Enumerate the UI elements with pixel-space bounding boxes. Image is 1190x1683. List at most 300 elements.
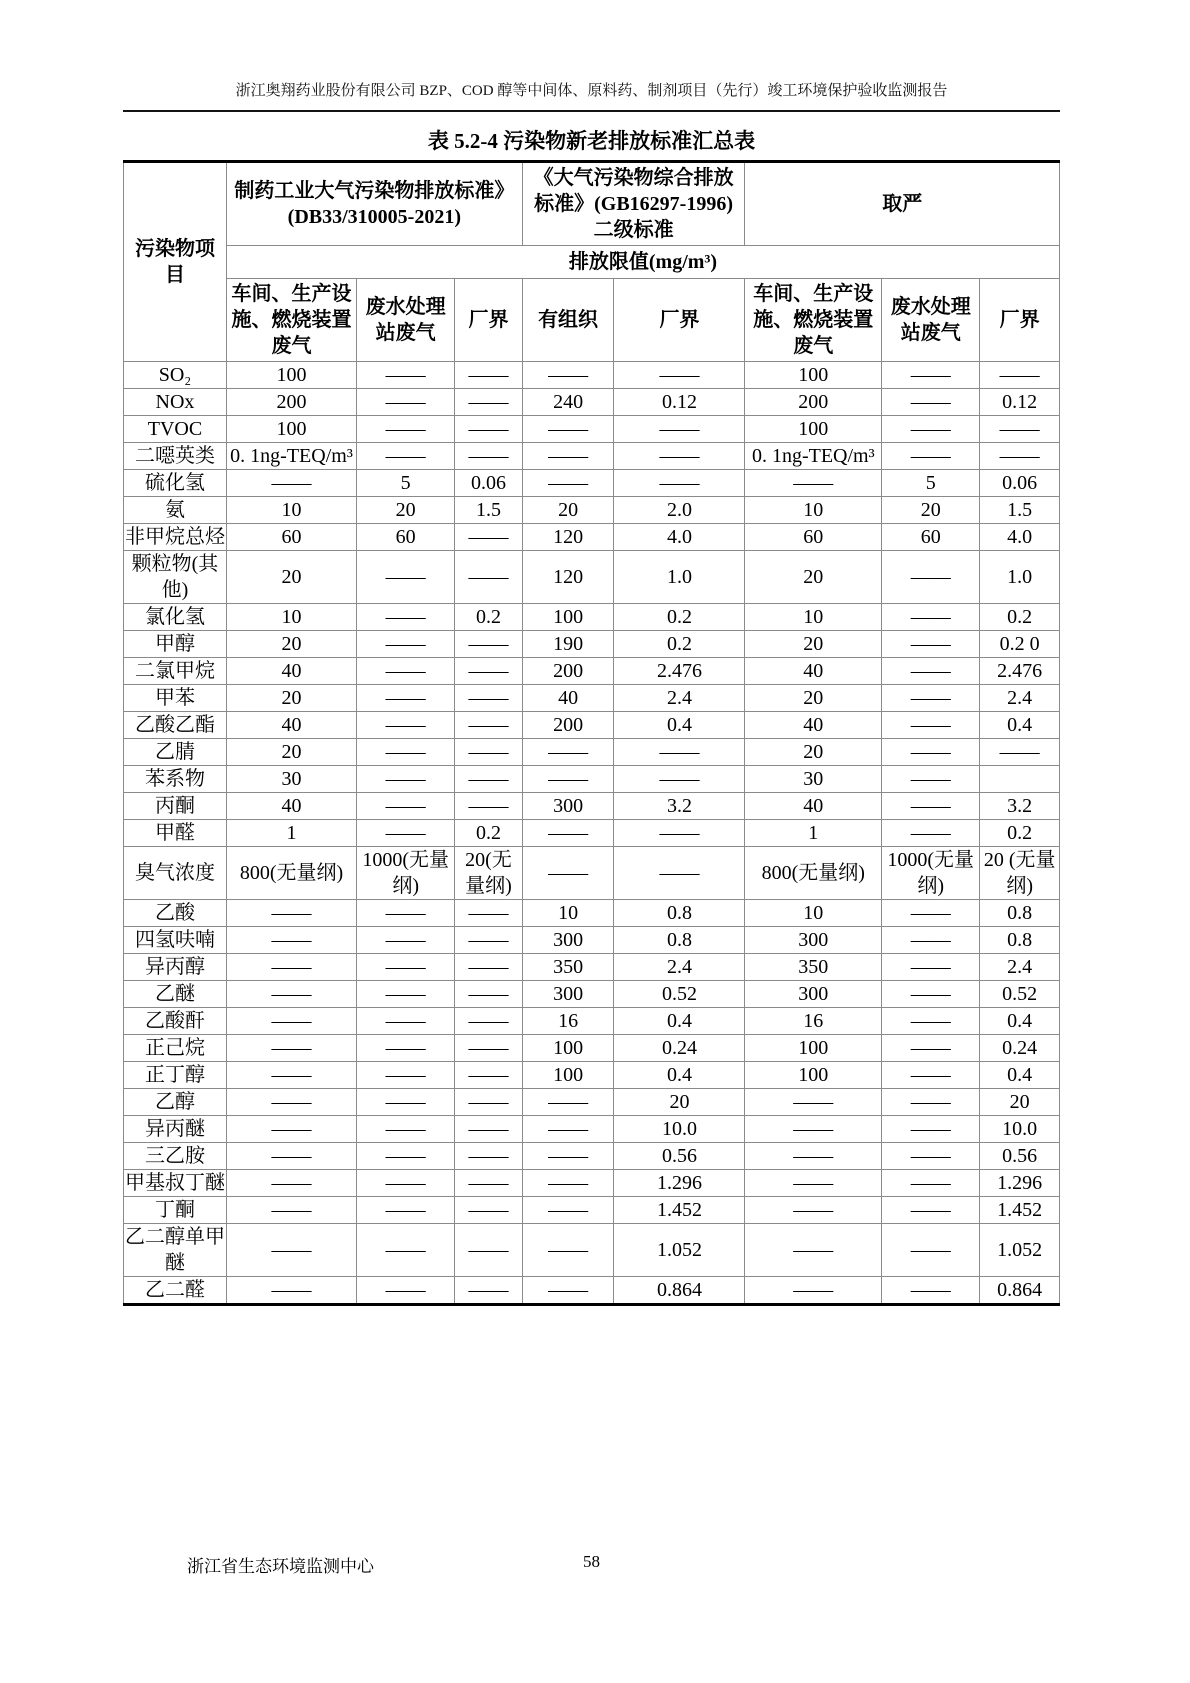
limit-value-cell: ——: [882, 604, 980, 631]
col-header-pollutant: 污染物项目: [124, 162, 227, 362]
pollutant-label: 颗粒物(其他): [124, 551, 227, 604]
limit-value-cell: 0.52: [980, 981, 1060, 1008]
limit-value-cell: ——: [226, 954, 356, 981]
limit-value-cell: 2.4: [614, 685, 745, 712]
limit-value-cell: 200: [522, 658, 614, 685]
limit-value-cell: 0.56: [614, 1143, 745, 1170]
limit-value-cell: ——: [882, 1116, 980, 1143]
limit-value-cell: 0.8: [980, 927, 1060, 954]
limit-value-cell: 120: [522, 551, 614, 604]
limit-value-cell: 200: [522, 712, 614, 739]
table-row: [124, 1224, 1060, 1277]
table-title: 表 5.2-4 污染物新老排放标准汇总表: [427, 129, 756, 154]
limit-value-cell: 100: [745, 1062, 882, 1089]
limit-value-cell: 2.476: [614, 658, 745, 685]
limit-value-cell: ——: [882, 739, 980, 766]
limit-value-cell: 30: [226, 766, 356, 793]
limit-value-cell: ——: [357, 1008, 455, 1035]
limit-value-cell: 20: [226, 739, 356, 766]
pollutant-label: TVOC: [124, 416, 227, 443]
limit-value-cell: ——: [226, 1008, 356, 1035]
limit-value-cell: ——: [522, 443, 614, 470]
limit-value-cell: ——: [522, 739, 614, 766]
limit-value-cell: 40: [226, 658, 356, 685]
limit-value-cell: 0.12: [980, 389, 1060, 416]
limit-value-cell: 10.0: [614, 1116, 745, 1143]
table-row: [124, 524, 1060, 551]
limit-value-cell: 100: [226, 362, 356, 389]
limit-value-cell: ——: [226, 1062, 356, 1089]
group-header-row: [124, 162, 1060, 246]
limit-value-cell: ——: [357, 1197, 455, 1224]
table-row: [124, 766, 1060, 793]
limit-value-cell: 0.4: [980, 1008, 1060, 1035]
table-row: [124, 551, 1060, 604]
limit-value-cell: ——: [226, 1224, 356, 1277]
limit-value-cell: ——: [226, 900, 356, 927]
limit-value-cell: ——: [226, 1143, 356, 1170]
limit-value-cell: 0.8: [980, 900, 1060, 927]
limit-value-cell: 10: [226, 604, 356, 631]
pollutant-label: 乙酸乙酯: [124, 712, 227, 739]
limit-value-cell: 1.0: [980, 551, 1060, 604]
limit-value-cell: 1.052: [614, 1224, 745, 1277]
limit-value-cell: ——: [522, 766, 614, 793]
standards-table: [123, 160, 1060, 1306]
limit-value-cell: ——: [226, 1035, 356, 1062]
table-row: [124, 1170, 1060, 1197]
limit-value-cell: 200: [226, 389, 356, 416]
limit-value-cell: 40: [745, 712, 882, 739]
limit-value-cell: ——: [455, 524, 522, 551]
col-subheader-1: 废水处理站废气: [357, 279, 455, 362]
limit-value-cell: 40: [745, 793, 882, 820]
limit-value-cell: 5: [882, 470, 980, 497]
limit-value-cell: 0.864: [980, 1277, 1060, 1305]
limit-value-cell: ——: [455, 631, 522, 658]
limit-value-cell: 0.2: [980, 604, 1060, 631]
limit-value-cell: 40: [226, 712, 356, 739]
limit-value-cell: ——: [882, 1224, 980, 1277]
table-row: [124, 847, 1060, 900]
limit-value-cell: ——: [455, 1197, 522, 1224]
limit-value-cell: ——: [455, 362, 522, 389]
limit-value-cell: 10.0: [980, 1116, 1060, 1143]
pollutant-label: 甲醇: [124, 631, 227, 658]
limit-value-cell: 10: [745, 604, 882, 631]
limit-value-cell: 1: [226, 820, 356, 847]
limit-value-cell: 1.5: [980, 497, 1060, 524]
limit-value-cell: ——: [882, 551, 980, 604]
limit-value-cell: ——: [455, 1035, 522, 1062]
limit-value-cell: ——: [522, 820, 614, 847]
limit-value-cell: ——: [882, 1008, 980, 1035]
limit-value-cell: 0.24: [614, 1035, 745, 1062]
limit-value-cell: ——: [357, 362, 455, 389]
limit-value-cell: ——: [357, 389, 455, 416]
pollutant-label: 二噁英类: [124, 443, 227, 470]
limit-value-cell: 0.4: [980, 1062, 1060, 1089]
limit-value-cell: 0.12: [614, 389, 745, 416]
col-header-db33-standard: 制药工业大气污染物排放标准》(DB33/310005-2021): [226, 162, 522, 246]
pollutant-label: 乙醚: [124, 981, 227, 1008]
limit-value-cell: 350: [522, 954, 614, 981]
limit-value-cell: 300: [522, 981, 614, 1008]
limit-value-cell: 0.8: [614, 900, 745, 927]
limit-value-cell: ——: [226, 470, 356, 497]
limit-value-cell: ——: [882, 766, 980, 793]
limit-value-cell: ——: [882, 1035, 980, 1062]
limit-value-cell: ——: [980, 362, 1060, 389]
limit-value-cell: ——: [745, 1143, 882, 1170]
limit-value-cell: ——: [745, 1170, 882, 1197]
limit-value-cell: ——: [882, 1277, 980, 1305]
limit-value-cell: ——: [226, 1170, 356, 1197]
limit-value-cell: ——: [455, 954, 522, 981]
limit-value-cell: ——: [226, 981, 356, 1008]
pollutant-label: 乙二醇单甲醚: [124, 1224, 227, 1277]
limit-value-cell: ——: [455, 981, 522, 1008]
limit-value-cell: ——: [882, 1143, 980, 1170]
pollutant-label: 乙酸: [124, 900, 227, 927]
limit-value-cell: 1.296: [980, 1170, 1060, 1197]
limit-value-cell: ——: [455, 416, 522, 443]
limit-value-cell: ——: [455, 443, 522, 470]
limit-value-cell: 0. 1ng-TEQ/m³: [226, 443, 356, 470]
pollutant-label: 正丁醇: [124, 1062, 227, 1089]
limit-value-cell: ——: [357, 954, 455, 981]
limit-value-cell: 10: [745, 497, 882, 524]
limit-value-cell: ——: [745, 1116, 882, 1143]
col-subheader-5: 车间、生产设施、燃烧装置废气: [745, 279, 882, 362]
limit-value-cell: ——: [882, 927, 980, 954]
table-row: [124, 389, 1060, 416]
limit-value-cell: ——: [455, 1143, 522, 1170]
limit-value-cell: 100: [522, 1062, 614, 1089]
limit-value-cell: 1.0: [614, 551, 745, 604]
table-row: [124, 900, 1060, 927]
table-row: [124, 820, 1060, 847]
limit-value-cell: [980, 766, 1060, 793]
col-header-gb16297-standard: 《大气污染物综合排放标准》(GB16297-1996)二级标准: [522, 162, 745, 246]
limit-value-cell: ——: [882, 981, 980, 1008]
table-row: [124, 1277, 1060, 1305]
limit-value-cell: ——: [522, 1224, 614, 1277]
limit-value-cell: ——: [357, 551, 455, 604]
table-row: [124, 685, 1060, 712]
limit-value-cell: ——: [882, 416, 980, 443]
pollutant-label: 臭气浓度: [124, 847, 227, 900]
col-subheader-3: 有组织: [522, 279, 614, 362]
limit-value-cell: 100: [745, 416, 882, 443]
table-row: [124, 1143, 1060, 1170]
limit-value-cell: 60: [882, 524, 980, 551]
limit-value-cell: ——: [455, 1170, 522, 1197]
limit-value-cell: ——: [455, 1008, 522, 1035]
limit-value-cell: 0.06: [980, 470, 1060, 497]
limit-value-cell: ——: [522, 847, 614, 900]
limit-value-cell: ——: [357, 981, 455, 1008]
limit-value-cell: ——: [357, 766, 455, 793]
document-footer: [123, 1552, 1060, 1577]
limit-value-cell: ——: [226, 1197, 356, 1224]
limit-value-cell: ——: [882, 954, 980, 981]
limit-value-cell: 300: [522, 927, 614, 954]
pollutant-label: 甲基叔丁醚: [124, 1170, 227, 1197]
limit-value-cell: ——: [455, 712, 522, 739]
limit-value-cell: ——: [614, 470, 745, 497]
limit-value-cell: 0.52: [614, 981, 745, 1008]
limit-value-cell: 0.2: [455, 604, 522, 631]
limit-value-cell: ——: [614, 820, 745, 847]
col-subheader-7: 厂界: [980, 279, 1060, 362]
pollutant-label: 甲苯: [124, 685, 227, 712]
limit-value-cell: ——: [455, 1224, 522, 1277]
limit-value-cell: 0.2: [980, 820, 1060, 847]
limit-value-cell: ——: [614, 739, 745, 766]
limit-value-cell: 100: [226, 416, 356, 443]
limit-value-cell: 20: [745, 685, 882, 712]
pollutant-label: 苯系物: [124, 766, 227, 793]
limit-value-cell: 2.4: [980, 954, 1060, 981]
limit-value-cell: 1: [745, 820, 882, 847]
limit-value-cell: ——: [455, 551, 522, 604]
limit-value-cell: 800(无量纲): [745, 847, 882, 900]
col-subheader-0: 车间、生产设施、燃烧装置废气: [226, 279, 356, 362]
limit-value-cell: ——: [882, 685, 980, 712]
limit-value-cell: 1.452: [614, 1197, 745, 1224]
limit-value-cell: ——: [882, 631, 980, 658]
limit-value-cell: ——: [357, 739, 455, 766]
limit-value-cell: ——: [455, 793, 522, 820]
limit-value-cell: ——: [357, 712, 455, 739]
pollutant-label: 乙二醛: [124, 1277, 227, 1305]
limit-value-cell: ——: [455, 1116, 522, 1143]
limit-value-cell: 2.4: [980, 685, 1060, 712]
limit-value-cell: 190: [522, 631, 614, 658]
pollutant-label: 二氯甲烷: [124, 658, 227, 685]
limit-value-cell: ——: [882, 1089, 980, 1116]
limit-value-cell: ——: [745, 1089, 882, 1116]
limit-value-cell: 60: [745, 524, 882, 551]
limit-value-cell: ——: [882, 900, 980, 927]
limit-value-cell: ——: [882, 1062, 980, 1089]
pollutant-label: SO₂: [124, 362, 227, 389]
pollutant-label: 硫化氢: [124, 470, 227, 497]
limit-value-cell: ——: [882, 658, 980, 685]
limit-value-cell: ——: [455, 927, 522, 954]
limit-value-cell: ——: [522, 1197, 614, 1224]
limit-value-cell: ——: [357, 1116, 455, 1143]
limit-value-cell: 350: [745, 954, 882, 981]
table-row: [124, 658, 1060, 685]
col-subheader-4: 厂界: [614, 279, 745, 362]
limit-value-cell: ——: [745, 1197, 882, 1224]
table-row: [124, 470, 1060, 497]
limit-value-cell: 1.052: [980, 1224, 1060, 1277]
limit-value-cell: ——: [882, 1197, 980, 1224]
limit-value-cell: ——: [882, 443, 980, 470]
limit-value-cell: ——: [522, 362, 614, 389]
limit-value-cell: 1.452: [980, 1197, 1060, 1224]
table-row: [124, 631, 1060, 658]
table-row: [124, 739, 1060, 766]
col-subheader-6: 废水处理站废气: [882, 279, 980, 362]
limit-value-cell: ——: [455, 739, 522, 766]
col-header-strictest: 取严: [745, 162, 1060, 246]
table-row: [124, 793, 1060, 820]
limit-value-cell: 3.2: [980, 793, 1060, 820]
limit-value-cell: ——: [614, 443, 745, 470]
limit-value-cell: 240: [522, 389, 614, 416]
limit-value-cell: ——: [357, 685, 455, 712]
table-row: [124, 954, 1060, 981]
limit-value-cell: 10: [745, 900, 882, 927]
limit-value-cell: ——: [357, 1170, 455, 1197]
pollutant-label: 乙酸酐: [124, 1008, 227, 1035]
limit-value-cell: ——: [357, 927, 455, 954]
limit-value-cell: ——: [455, 1062, 522, 1089]
table-head: [124, 162, 1060, 362]
table-row: [124, 1008, 1060, 1035]
limit-value-cell: ——: [226, 1089, 356, 1116]
limit-value-cell: 4.0: [980, 524, 1060, 551]
pollutant-label: 四氢呋喃: [124, 927, 227, 954]
pollutant-label: 乙醇: [124, 1089, 227, 1116]
limit-value-cell: 100: [522, 1035, 614, 1062]
limit-value-cell: 20: [745, 739, 882, 766]
limit-value-cell: 0.4: [614, 1062, 745, 1089]
limit-value-cell: 60: [226, 524, 356, 551]
limit-value-cell: 40: [522, 685, 614, 712]
limit-value-cell: 0.2: [614, 604, 745, 631]
limit-value-cell: 0.8: [614, 927, 745, 954]
pollutant-label: 异丙醇: [124, 954, 227, 981]
limit-value-cell: 300: [522, 793, 614, 820]
limit-value-cell: 40: [745, 658, 882, 685]
limit-value-cell: ——: [357, 658, 455, 685]
table-row: [124, 604, 1060, 631]
limit-value-cell: 2.4: [614, 954, 745, 981]
limit-value-cell: ——: [357, 820, 455, 847]
limit-value-cell: 100: [745, 362, 882, 389]
limit-value-cell: ——: [455, 900, 522, 927]
limit-value-cell: ——: [357, 1089, 455, 1116]
table-body: [124, 362, 1060, 1305]
document-header: 浙江奥翔药业股份有限公司 BZP、COD 醇等中间体、原料药、制剂项目（先行）竣工环境保护验收监测报告: [235, 83, 948, 99]
limit-value-cell: ——: [882, 389, 980, 416]
pollutant-label: 非甲烷总烃: [124, 524, 227, 551]
limit-header-row: [124, 246, 1060, 279]
table-row: [124, 443, 1060, 470]
limit-value-cell: 16: [522, 1008, 614, 1035]
limit-value-cell: ——: [522, 1116, 614, 1143]
header-divider: [123, 110, 1060, 112]
limit-value-cell: ——: [226, 927, 356, 954]
limit-value-cell: ——: [455, 1277, 522, 1305]
pollutant-label: 丙酮: [124, 793, 227, 820]
table-row: [124, 1116, 1060, 1143]
limit-value-cell: ——: [357, 1143, 455, 1170]
limit-value-cell: 0.2: [614, 631, 745, 658]
limit-value-cell: 20: [980, 1089, 1060, 1116]
limit-value-cell: 16: [745, 1008, 882, 1035]
limit-value-cell: 0.4: [614, 712, 745, 739]
limit-value-cell: ——: [745, 470, 882, 497]
limit-value-cell: ——: [522, 1089, 614, 1116]
limit-value-cell: ——: [455, 685, 522, 712]
limit-value-cell: 100: [745, 1035, 882, 1062]
limit-value-cell: ——: [357, 443, 455, 470]
limit-value-cell: 40: [226, 793, 356, 820]
table-row: [124, 712, 1060, 739]
limit-value-cell: ——: [357, 416, 455, 443]
pollutant-label: 正己烷: [124, 1035, 227, 1062]
limit-value-cell: 20(无量纲): [455, 847, 522, 900]
table-row: [124, 927, 1060, 954]
limit-value-cell: ——: [357, 604, 455, 631]
limit-value-cell: 0.56: [980, 1143, 1060, 1170]
limit-value-cell: 120: [522, 524, 614, 551]
limit-value-cell: 20: [745, 551, 882, 604]
limit-value-cell: ——: [522, 1277, 614, 1305]
limit-value-cell: ——: [882, 820, 980, 847]
limit-value-cell: 0.2 0: [980, 631, 1060, 658]
limit-value-cell: ——: [980, 739, 1060, 766]
limit-value-cell: 3.2: [614, 793, 745, 820]
table-row: [124, 497, 1060, 524]
table-row: [124, 1062, 1060, 1089]
limit-value-cell: ——: [522, 1143, 614, 1170]
col-header-emission-limit: 排放限值(mg/m³): [226, 246, 1059, 279]
limit-value-cell: 300: [745, 927, 882, 954]
limit-value-cell: 60: [357, 524, 455, 551]
limit-value-cell: ——: [226, 1116, 356, 1143]
pollutant-label: 氨: [124, 497, 227, 524]
limit-value-cell: ——: [882, 1170, 980, 1197]
limit-value-cell: 5: [357, 470, 455, 497]
limit-value-cell: ——: [980, 443, 1060, 470]
limit-value-cell: 20: [745, 631, 882, 658]
limit-value-cell: 20: [882, 497, 980, 524]
limit-value-cell: 20: [226, 551, 356, 604]
table-row: [124, 362, 1060, 389]
pollutant-label: 氯化氢: [124, 604, 227, 631]
pollutant-label: 异丙醚: [124, 1116, 227, 1143]
footer-organization: 浙江省生态环境监测中心: [187, 1557, 374, 1576]
limit-value-cell: 1.5: [455, 497, 522, 524]
limit-value-cell: ——: [357, 631, 455, 658]
limit-value-cell: ——: [455, 658, 522, 685]
limit-value-cell: ——: [882, 793, 980, 820]
limit-value-cell: ——: [882, 362, 980, 389]
limit-value-cell: 300: [745, 981, 882, 1008]
limit-value-cell: 200: [745, 389, 882, 416]
limit-value-cell: 0.06: [455, 470, 522, 497]
limit-value-cell: ——: [455, 389, 522, 416]
limit-value-cell: 0. 1ng-TEQ/m³: [745, 443, 882, 470]
limit-value-cell: ——: [614, 847, 745, 900]
limit-value-cell: ——: [745, 1224, 882, 1277]
limit-value-cell: 4.0: [614, 524, 745, 551]
limit-value-cell: 2.0: [614, 497, 745, 524]
table-row: [124, 1089, 1060, 1116]
limit-value-cell: ——: [522, 470, 614, 497]
limit-value-cell: 20 (无量纲): [980, 847, 1060, 900]
limit-value-cell: 2.476: [980, 658, 1060, 685]
limit-value-cell: ——: [357, 1035, 455, 1062]
limit-value-cell: ——: [522, 416, 614, 443]
